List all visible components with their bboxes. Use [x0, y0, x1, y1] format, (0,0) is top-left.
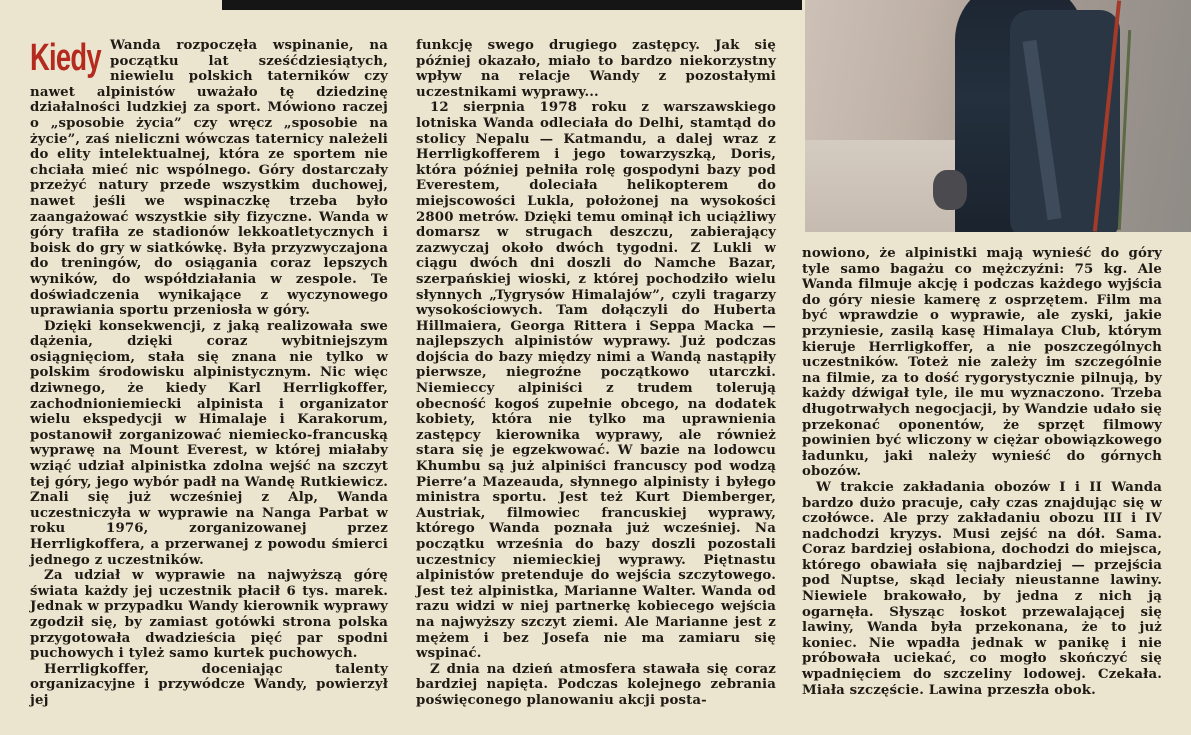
lead-word: Kiedy: [30, 37, 101, 79]
paragraph: Za udział w wyprawie na najwyższą górę świata każdy jej uczestnik płacił 6 tys. marek. Jednak w przypadku Wandy kierownik wyprawy zgodził się, by zamiast gotówki strona polska przygotowała dwadzieścia pięć par spodni puchowych i tyleż samo kurtek puchowych.: [30, 568, 388, 662]
paragraph: Z dnia na dzień atmosfera stawała się coraz bardziej napięta. Podczas kolejnego zebrania poświęconego planowaniu akcji posta-: [416, 661, 776, 708]
paragraph: W trakcie zakładania obozów I i II Wanda bardzo dużo pracuje, cały czas znajdując się w czołówce. Ale przy zakładaniu obozu III i IV nadchodzi kryzys. Musi zejść na dół. Sama. Coraz bardziej osłabiona, dochodzi do miejsca, którego obawiała się najbardziej — przejścia pod Nuptse, skąd leciały nieustanne lawiny. Niewiele brakowało, by jedna z nich ją ogarnęła. Słysząc łoskot przewalającej się lawiny, Wanda była przekonana, że to już koniec. Nie wpadła jednak w panikę i nie próbowała uciekać, co mogło skończyć się wpadnięciem do szczeliny lodowej. Czekała. Miała szczęście. Lawina przeszła obok.: [802, 479, 1162, 698]
article-column-1: [30, 38, 388, 709]
article-column-3: [802, 246, 1162, 698]
paragraph: funkcję swego drugiego zastępcy. Jak się później okazało, miało to bardzo niekorzystny wpływ na relacje Wandy z pozostałymi uczestnikami wyprawy...: [416, 38, 776, 100]
paragraph: 12 sierpnia 1978 roku z warszawskiego lotniska Wanda odleciała do Delhi, stamtąd do stolicy Nepalu — Katmandu, a dalej wraz z Herrligkofferem i jego towarzyszką, Doris, która później pełniła rolę gospodyni bazy pod Everestem, doleciała helikopterem do miejscowości Lukla, położonej na wysokości 2800 metrów. Dzięki temu ominął ich uciążliwy domarsz w strugach deszczu, zabierający zazwyczaj około dwóch tygodni. Z Lukli w ciągu dwóch dni doszli do Namche Bazar, szerpańskiej wioski, z której pochodziło wielu słynnych „Tygrysów Himalajów”, czyli tragarzy wysokościowych. Tam dołączyli do Huberta Hillmaiera, Georga Rittera i Seppa Macka — najlepszych alpinistów wyprawy. Już podczas dojścia do bazy między nimi a Wandą nastąpiły pierwsze, niegroźne początkowo utarczki. Niemieccy alpiniści z trudem tolerują obecność kogoś zupełnie obcego, na dodatek kobiety, która nie tylko ma uprawnienia zastępcy kierownika wyprawy, ale również stara się je egzekwować. W bazie na lodowcu Khumbu są już alpiniści francuscy pod wodzą Pierre’a Mazeauda, słynnego alpinisty i byłego ministra sportu. Jest też Kurt Diemberger, Austriak, filmowiec francuskiej wyprawy, którego Wanda poznała już wcześniej. Na początku września do bazy doszli pozostali uczestnicy niemieckiej wyprawy. Piętnastu alpinistów pretenduje do wejścia szczytowego. Jest też alpinistka, Marianne Walter. Wanda od razu widzi w niej partnerkę kobiecego wejścia na najwyższy szczyt ziemi. Ale Marianne jest z mężem i bez Josefa nie ma zamiaru się wspinać.: [416, 100, 776, 662]
paragraph: Herrligkoffer, doceniając talenty organizacyjne i przywódcze Wandy, powierzył jej: [30, 661, 388, 708]
article-column-2: [416, 38, 776, 709]
climber-hand: [933, 170, 967, 210]
climber-photo: [805, 0, 1191, 232]
paragraph: Wanda rozpoczęła wspinanie, na początku lat sześćdziesiątych, niewielu polskich taterników czy nawet alpinistów uważało tę dziedzinę działalności ludzkiej za sport. Mówiono raczej o „sposobie życia” czy wręcz „sposobie na życie”, zaś nieliczni wówczas taternicy należeli do elity intelektualnej, która ze sportem nie chciała mieć nic wspólnego. Góry dostarczały przeżyć natury przede wszystkim duchowej, nawet jeśli we wspinaczkę trzeba było zaangażować wszystkie siły fizyczne. Wanda w góry trafiła ze stadionów lekkoatletycznych i boisk do gry w siatkówkę. Była przyzwyczajona do treningów, do osiągania coraz lepszych wyników, do współdziałania w zespole. Te doświadczenia wynikające z wyczynowego uprawiania sportu przeniosła w góry.: [30, 38, 388, 319]
paragraph: nowiono, że alpinistki mają wynieść do góry tyle samo bagażu co mężczyźni: 75 kg. Ale Wanda filmuje akcję i podczas każdego wyjścia do góry niesie kamerę z osprzętem. Film ma być wprawdzie o wyprawie, ale zyski, jakie przyniesie, zasilą kasę Himalaya Club, którym kieruje Herrligkoffer, a nie poszczególnych uczestników. Toteż nie zależy im szczególnie na filmie, za to dość rygorystycznie pilnują, by każdy dźwigał tyle, ile mu wyznaczono. Trzeba długotrwałych negocjacji, by Wandzie udało się przekonać oponentów, że sprzęt filmowy powinien być wliczony w ciężar obowiązkowego ładunku, jaki należy wynieść do górnych obozów.: [802, 246, 1162, 480]
paragraph: Dzięki konsekwencji, z jaką realizowała swe dążenia, dzięki coraz wybitniejszym osiągnięciom, stała się znana nie tylko w polskim środowisku alpinistycznym. Nic więc dziwnego, że kiedy Karl Herrligkoffer, zachodnioniemiecki alpinista i organizator wielu ekspedycji w Himalaje i Karakorum, postanowił zorganizować niemiecko-francuską wyprawę na Mount Everest, w której miałaby wziąć udział alpinistka zdolna wejść na szczyt tej góry, jego wybór padł na Wandę Rutkiewicz. Znali się już wcześniej z Alp, Wanda uczestniczyła w wyprawie na Nanga Parbat w roku 1976, zorganizowanej przez Herrligkoffera, a przerwanej z powodu śmierci jednego z uczestników.: [30, 318, 388, 568]
header-bar: [222, 0, 802, 10]
